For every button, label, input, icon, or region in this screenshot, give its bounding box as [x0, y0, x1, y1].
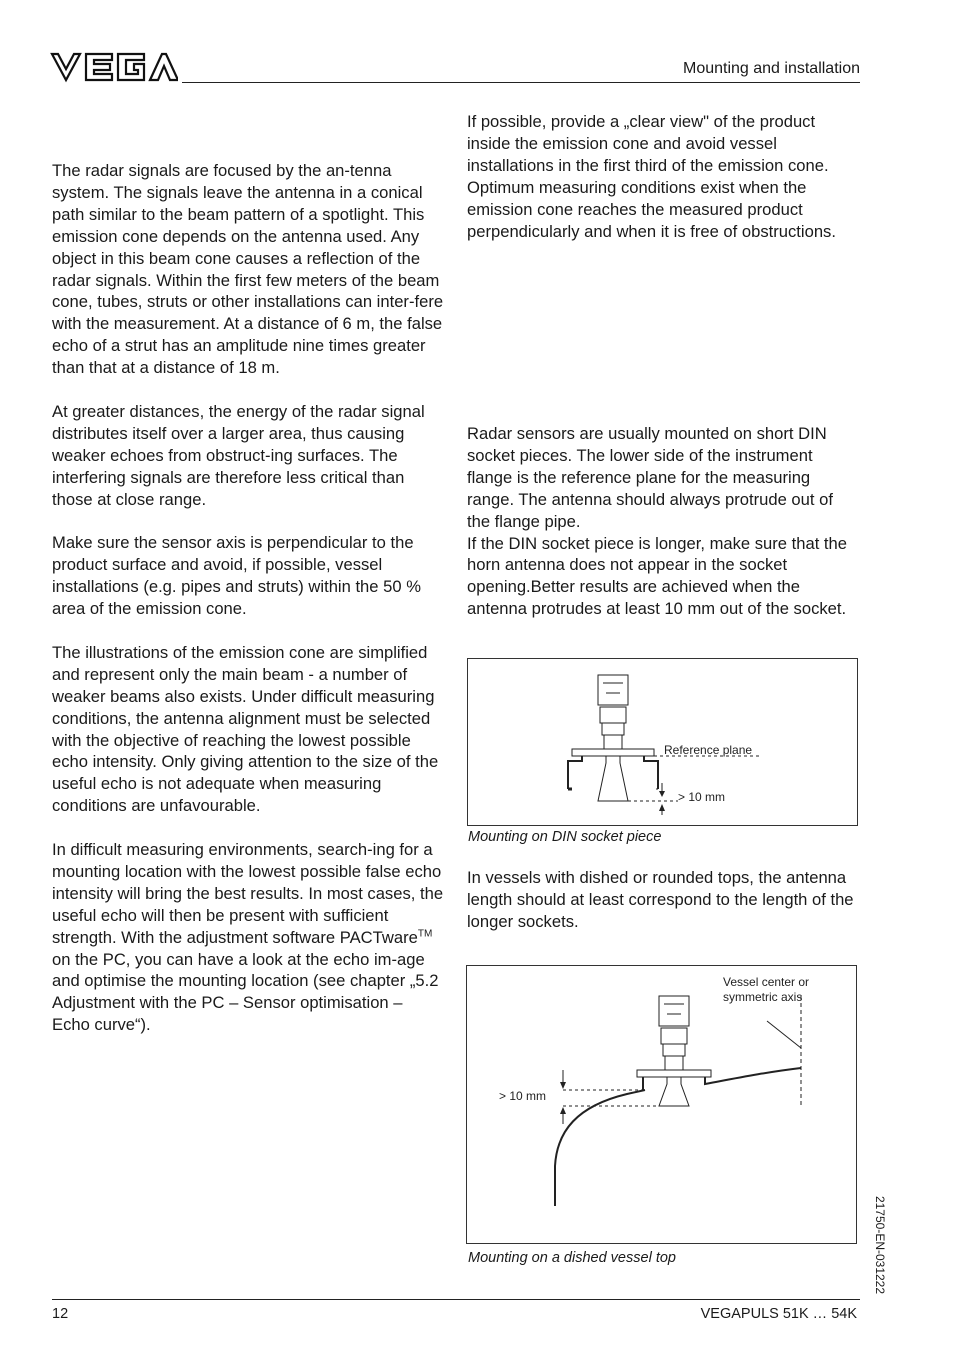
axis-label-line1: Vessel center or: [723, 975, 810, 989]
paragraph: The radar signals are focused by the an-tenna system. The signals leave the antenna in a conical path similar to the beam pattern of a spotlight. This emission cone depends on the antenna used. Any object in this beam cone causes a reflection of the radar signals. Within the first few meters of the beam cone, tubes, struts or other installations can inter-fere with the measurement. At a distance of 6 m, the false echo of a strut has an amplitude nine times greater than that at a distance of 18 m.: [52, 161, 444, 378]
paragraph: If the DIN socket piece is longer, make sure that the horn antenna does not appear in the socket opening.Better results are achieved when the antenna protrudes at least 10 mm out of the socket.: [467, 533, 848, 619]
paragraph-text: on the PC, you can have a look at the echo im-age and optimise the mounting location (see chapter „5.2 Adjustment with the PC – Sensor optimisation – Echo curve“).: [52, 949, 439, 1035]
figure-caption: Mounting on DIN socket piece: [468, 829, 662, 845]
dished-top-drawing: [467, 966, 856, 1243]
left-column: [52, 160, 444, 1058]
paragraph-text: In difficult measuring environments, search-ing for a mounting location with the lowest possible false echo intensity will bring the best results. In most cases, the useful echo will then be present with sufficient strength. With the adjustment software PACTware: [52, 840, 444, 947]
document-number: 21750-EN-031222: [873, 1195, 887, 1295]
product-name: VEGAPULS 51K … 54K: [700, 1306, 857, 1322]
dimension-label: > 10 mm: [499, 1089, 547, 1103]
figure-din-socket: [467, 658, 858, 826]
paragraph: Optimum measuring conditions exist when the emission cone reaches the measured product perpendicularly and when it is free of obstructions.: [467, 177, 836, 241]
page-number: 12: [52, 1306, 69, 1322]
figure-dished-top: [466, 965, 857, 1244]
section-title: Mounting and installation: [682, 60, 860, 77]
reference-plane-label: Reference plane: [664, 743, 753, 757]
dimension-label: > 10 mm: [678, 790, 726, 804]
paragraph: Make sure the sensor axis is perpendicular to the product surface and avoid, if possible, vessel installations (e.g. pipes and struts) within the 50 % area of the emission cone.: [52, 533, 421, 619]
paragraph: At greater distances, the energy of the radar signal distributes itself over a larger area, thus causing weaker echoes from obstruct-ing surfaces. The interfering signals are therefore less critical than those at close range.: [52, 401, 425, 509]
paragraph: In vessels with dished or rounded tops, the antenna length should at least correspond to the length of the longer sockets.: [467, 868, 854, 931]
header-rule: [182, 82, 860, 83]
paragraph: Radar sensors are usually mounted on short DIN socket pieces. The lower side of the instrument flange is the reference plane for the measuring range. The antenna should always protrude out of the flange pipe.: [467, 424, 833, 531]
right-column-middle: [467, 423, 859, 642]
din-socket-drawing: [468, 659, 857, 825]
axis-label-line2: symmetric axis: [723, 990, 803, 1004]
paragraph: The illustrations of the emission cone are simplified and represent only the main beam - a number of weaker beams also exists. Under difficult measuring conditions, the antenna alignment must be selected with the objective of reaching the lowest possible echo intensity. Only giving attention to the size of the useful echo is not adequate when measuring conditions are unfavourable.: [52, 642, 439, 816]
paragraph-pactware: [52, 839, 444, 1036]
right-column-top: [467, 111, 859, 264]
footer-rule: [52, 1299, 860, 1300]
paragraph: If possible, provide a „clear view" of the product inside the emission cone and avoid vessel installations in the first third of the emission cone.: [467, 112, 829, 175]
trademark-mark: TM: [417, 928, 433, 940]
figure-caption: Mounting on a dished vessel top: [468, 1250, 676, 1266]
vega-logo: [50, 46, 178, 86]
right-column-bottom: [467, 867, 859, 933]
